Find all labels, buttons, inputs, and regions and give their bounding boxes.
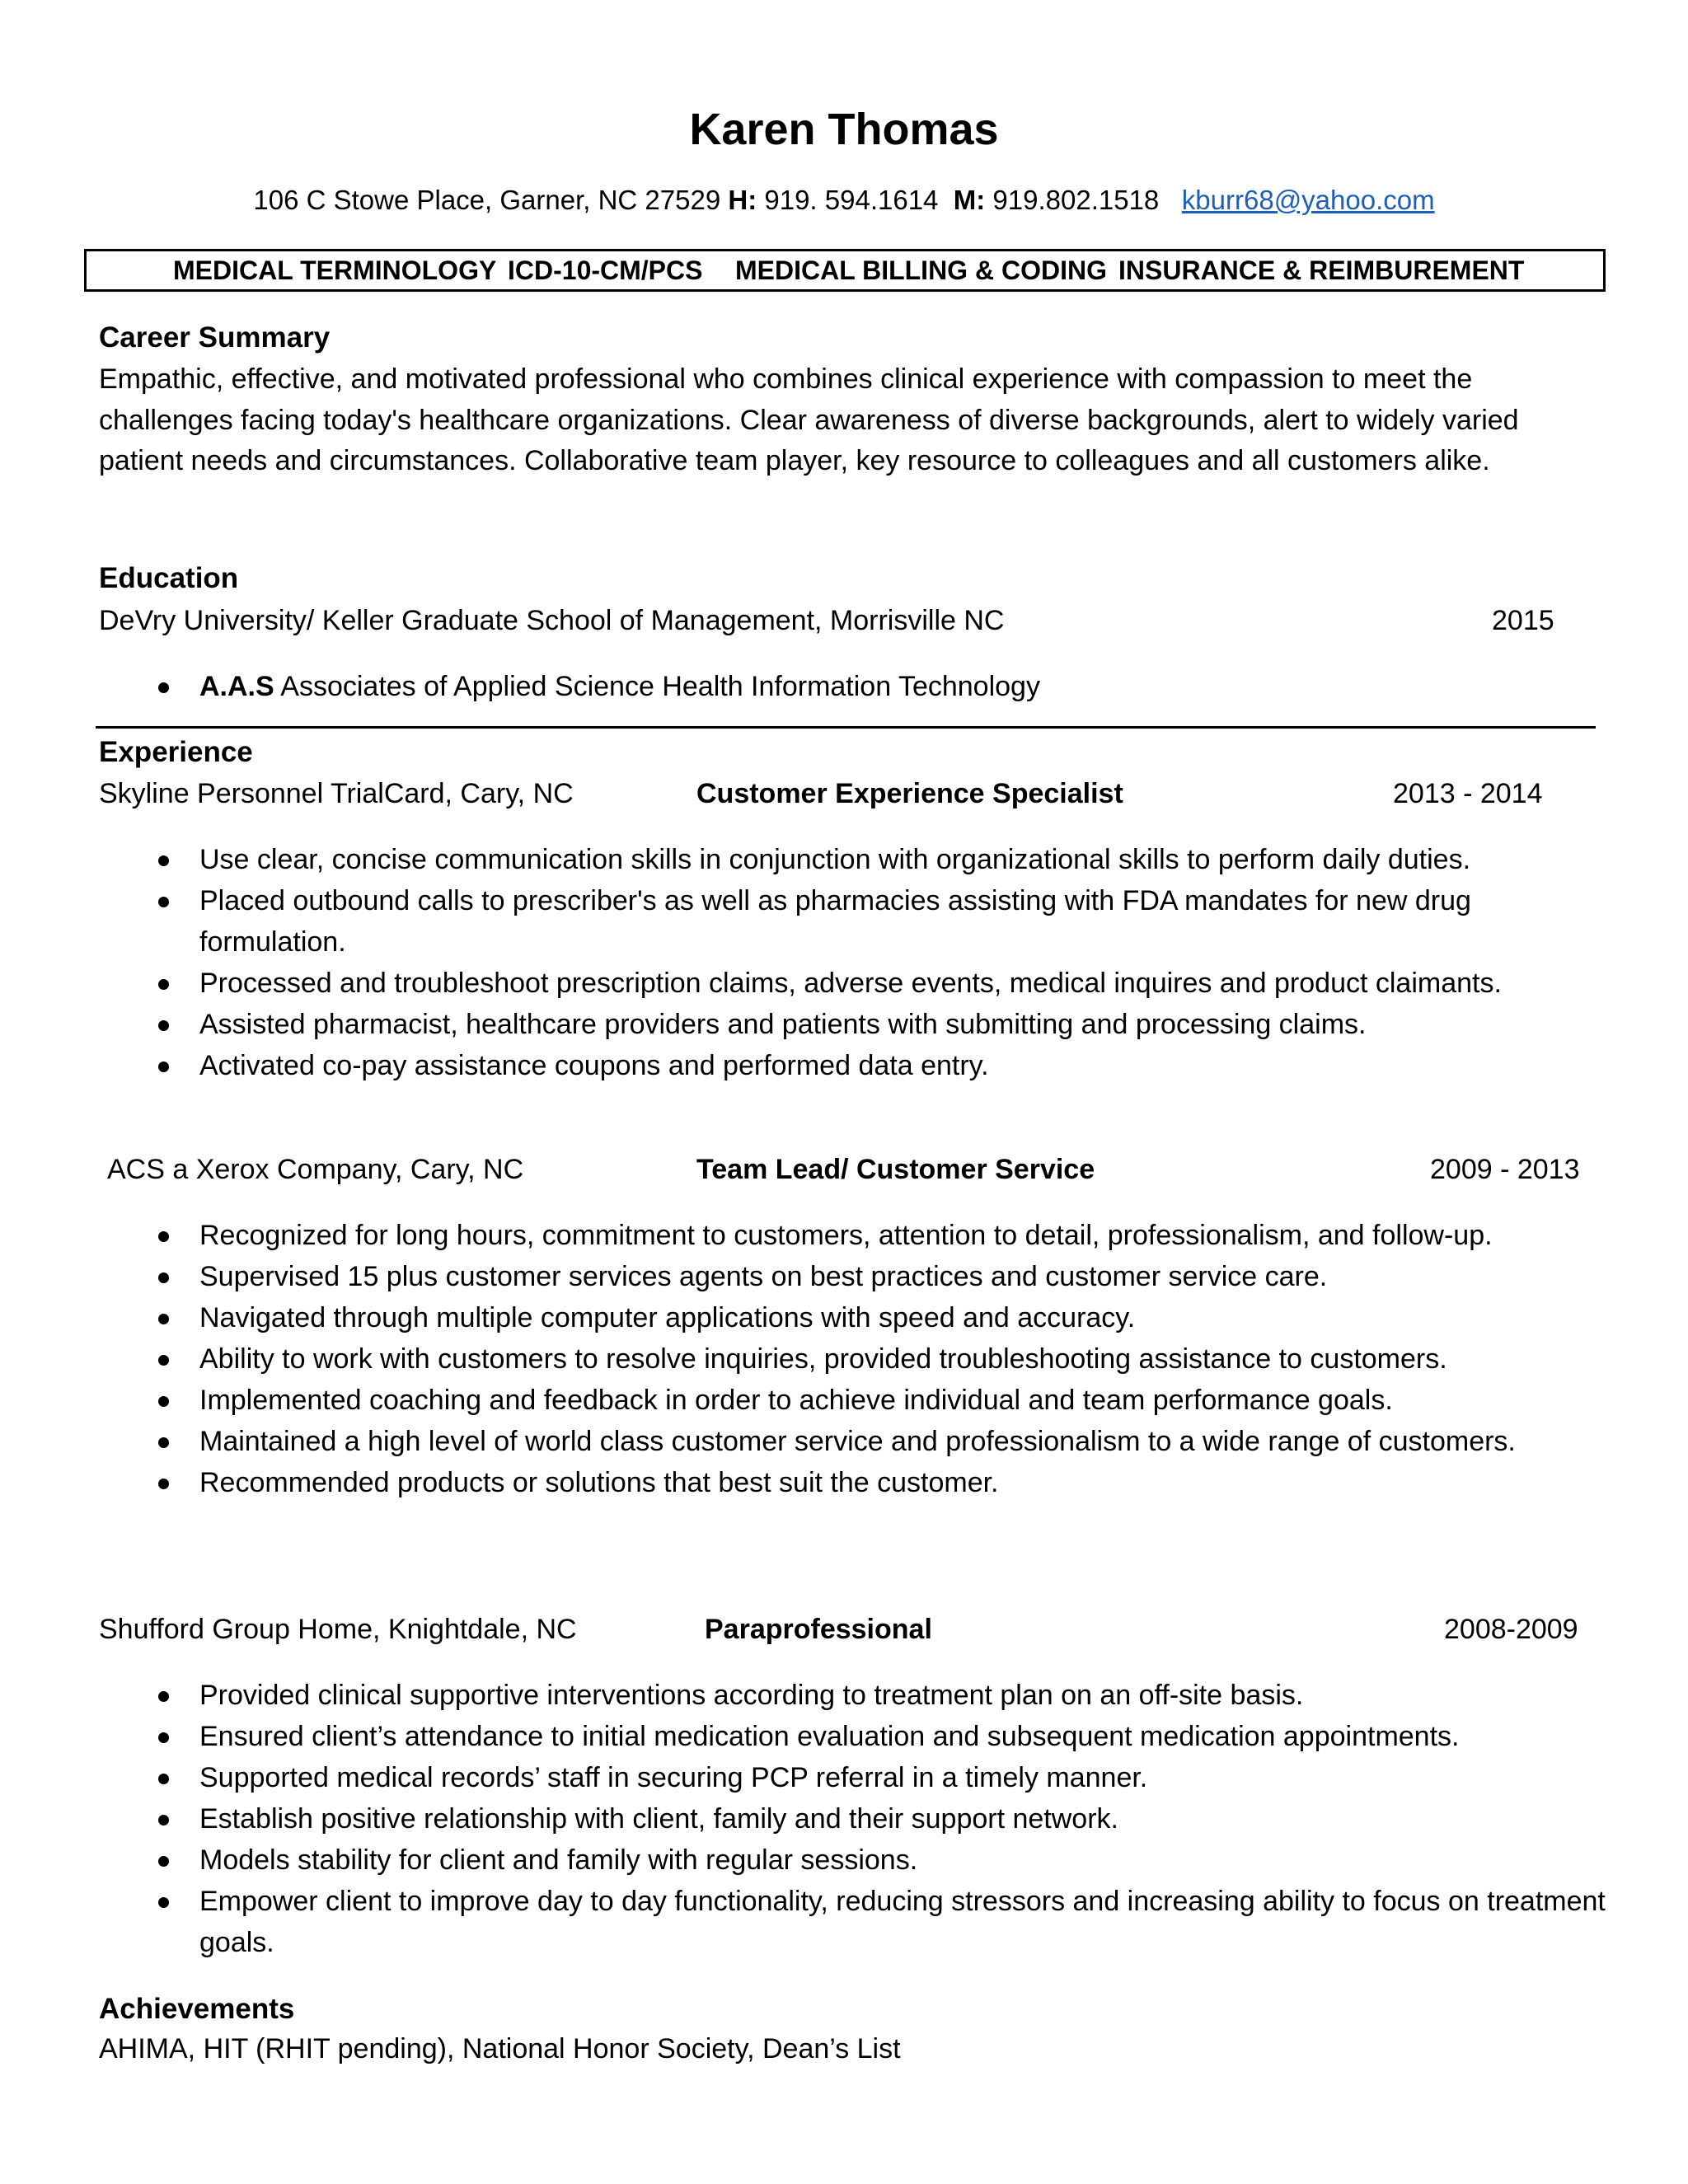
list-item: Use clear, concise communication skills in conjunction with organizational skills to perform daily duties. xyxy=(157,839,1615,880)
address: 106 C Stowe Place, Garner, NC 27529 xyxy=(253,185,721,215)
list-item: Supported medical records’ staff in securing PCP referral in a timely manner. xyxy=(157,1757,1615,1798)
job-bullets xyxy=(157,1215,1615,1503)
list-item: Ability to work with customers to resolve inquiries, provided troubleshooting assistance to customers. xyxy=(157,1338,1615,1380)
career-summary-text: Empathic, effective, and motivated professional who combines clinical experience with compassion to meet the challenges facing today's healthcare organizations. Clear awareness of diverse backgrounds, alert to widely varied patient needs and circumstances. Collaborative team player, key resource to colleagues and all customers alike. xyxy=(99,363,1519,476)
job-title: Team Lead/ Customer Service xyxy=(696,1154,1095,1185)
degree-name: Associates of Applied Science Health Information Technology xyxy=(280,671,1040,702)
degree-abbr: A.A.S xyxy=(199,671,274,702)
skill-item: INSURANCE & REIMBUREMENT xyxy=(1118,255,1525,285)
mobile-phone: 919.802.1518 xyxy=(992,185,1160,215)
skill-item: ICD-10-CM/PCS xyxy=(508,255,703,285)
list-item: Assisted pharmacist, healthcare providers and patients with submitting and processing claims. xyxy=(157,1004,1615,1045)
achievements-text: AHIMA, HIT (RHIT pending), National Honor Society, Dean’s List xyxy=(99,2033,901,2064)
contact-line xyxy=(0,185,1688,216)
education-school: DeVry University/ Keller Graduate School of Management, Morrisville NC xyxy=(99,605,1005,636)
list-item: Recommended products or solutions that best suit the customer. xyxy=(157,1462,1615,1503)
mobile-phone-label: M: xyxy=(953,185,986,215)
education-year: 2015 xyxy=(1492,605,1554,636)
job-title: Customer Experience Specialist xyxy=(696,778,1123,809)
skill-item: MEDICAL BILLING & CODING xyxy=(735,255,1107,285)
email-link[interactable]: kburr68@yahoo.com xyxy=(1181,185,1435,215)
home-phone-label: H: xyxy=(728,185,757,215)
list-item: Provided clinical supportive interventions according to treatment plan on an off-site basis. xyxy=(157,1675,1615,1716)
list-item: Ensured client’s attendance to initial medication evaluation and subsequent medication appointments. xyxy=(157,1716,1615,1757)
section-divider xyxy=(96,726,1596,729)
candidate-name: Karen Thomas xyxy=(689,105,999,154)
list-item: Implemented coaching and feedback in order to achieve individual and team performance goals. xyxy=(157,1380,1615,1421)
list-item: Placed outbound calls to prescriber's as well as pharmacies assisting with FDA mandates for new drug formulation. xyxy=(157,880,1615,963)
job-dates: 2008-2009 xyxy=(1444,1614,1578,1645)
skills-banner xyxy=(84,249,1606,292)
job-employer: Shufford Group Home, Knightdale, NC xyxy=(99,1614,577,1645)
list-item: Activated co-pay assistance coupons and performed data entry. xyxy=(157,1045,1615,1086)
list-item: Processed and troubleshoot prescription claims, adverse events, medical inquires and product claimants. xyxy=(157,963,1615,1004)
list-item: Supervised 15 plus customer services agents on best practices and customer service care. xyxy=(157,1256,1615,1297)
skill-item: MEDICAL TERMINOLOGY xyxy=(173,255,497,285)
achievements-heading: Achievements xyxy=(99,1993,295,2025)
education-list xyxy=(157,666,1615,707)
job-employer: Skyline Personnel TrialCard, Cary, NC xyxy=(99,778,574,809)
career-summary-heading: Career Summary xyxy=(99,321,331,354)
job-dates: 2009 - 2013 xyxy=(1430,1154,1580,1185)
list-item: Recognized for long hours, commitment to customers, attention to detail, professionalism, and follow-up. xyxy=(157,1215,1615,1256)
experience-heading: Experience xyxy=(99,736,253,768)
job-bullets xyxy=(157,839,1615,1086)
list-item xyxy=(157,666,1615,707)
list-item: Navigated through multiple computer applications with speed and accuracy. xyxy=(157,1297,1615,1338)
education-heading: Education xyxy=(99,562,239,594)
job-employer: ACS a Xerox Company, Cary, NC xyxy=(107,1154,524,1185)
list-item: Establish positive relationship with client, family and their support network. xyxy=(157,1798,1615,1840)
job-title: Paraprofessional xyxy=(705,1614,932,1645)
list-item: Maintained a high level of world class customer service and professionalism to a wide range of customers. xyxy=(157,1421,1615,1462)
list-item: Empower client to improve day to day functionality, reducing stressors and increasing ability to focus on treatment goals. xyxy=(157,1881,1615,1963)
job-bullets xyxy=(157,1675,1615,1963)
job-dates: 2013 - 2014 xyxy=(1393,778,1543,809)
list-item: Models stability for client and family with regular sessions. xyxy=(157,1840,1615,1881)
home-phone: 919. 594.1614 xyxy=(764,185,939,215)
